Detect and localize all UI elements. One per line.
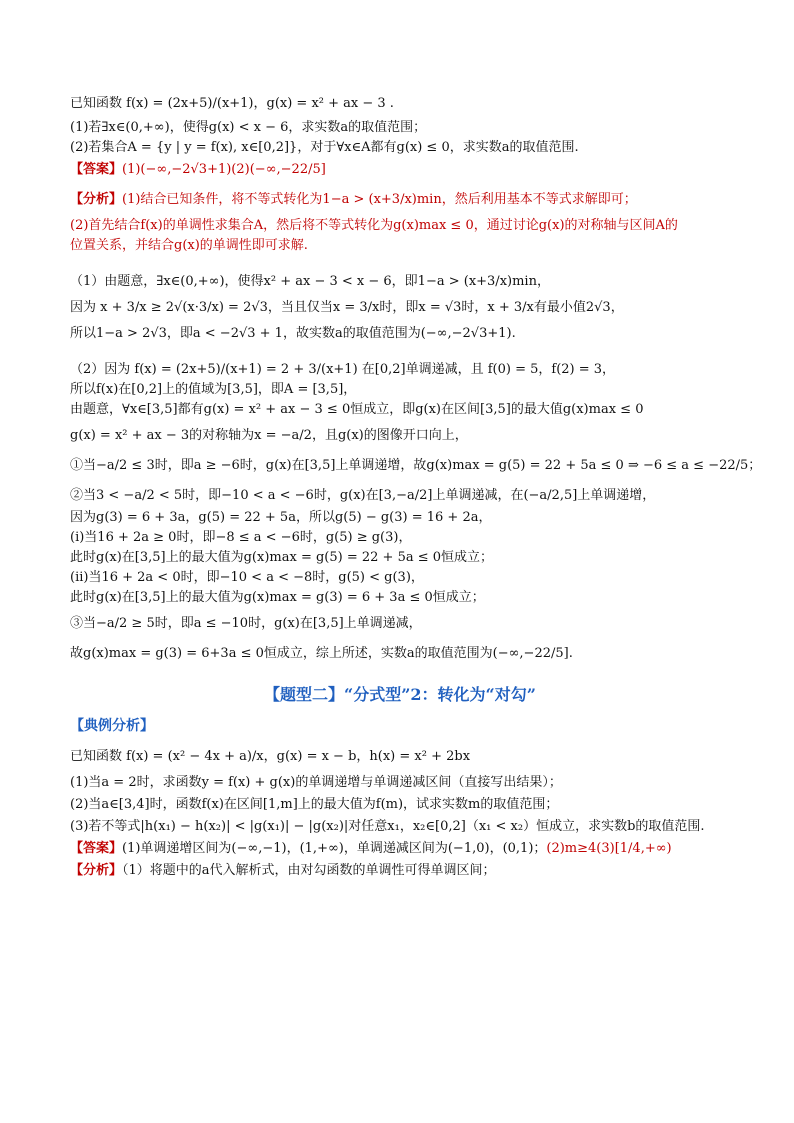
problem2-analysis (70, 863, 730, 879)
solution2-step-a: （2）因为 f(x) = (2x+5)/(x+1) = 2 + 3/(x+1) 在[0,2]单调递减，且 f(0) = 5，f(2) = 3， (70, 362, 616, 377)
solution2-step-c: 由题意，∀x∈[3,5]都有g(x) = x² + ax − 3 ≤ 0恒成立，即g(x)在区间[3,5]的最大值g(x)max ≤ 0 (70, 402, 644, 417)
problem1-answer (70, 162, 730, 178)
analysis2-label: 【分析】 (70, 863, 123, 878)
solution1-step-b: 因为 x + 3/x ≥ 2√(x·3/x) = 2√3，当且仅当x = 3/x时，即x = √3时，x + 3/x有最小值2√3， (70, 300, 624, 315)
analysis2-text: （1）将题中的a代入解析式，由对勾函数的单调性可得单调区间； (122, 863, 496, 878)
problem1-analysis-2: (2)首先结合f(x)的单调性求集合A，然后将不等式转化为g(x)max ≤ 0，通过讨论g(x)的对称轴与区间A的 (70, 218, 678, 233)
problem1-analysis-3: 位置关系，并结合g(x)的单调性即可求解. (70, 238, 308, 253)
case-2-c: 此时g(x)在[3,5]上的最大值为g(x)max = g(5) = 22 + 5a ≤ 0恒成立； (70, 550, 494, 565)
case-1: ①当−a/2 ≤ 3时，即a ≥ −6时，g(x)在[3,5]上单调递增，故g(x)max = g(5) = 22 + 5a ≤ 0 ⇒ −6 ≤ a ≤ −22/5； (70, 458, 762, 473)
problem1-intro: 已知函数 f(x) = (2x+5)/(x+1)，g(x) = x² + ax − 3 . (70, 96, 394, 111)
case-3-a: 故g(x)max = g(3) = 6+3a ≤ 0恒成立，综上所述，实数a的取值范围为(−∞,−22/5]. (70, 646, 573, 661)
answer-label: 【答案】 (70, 162, 123, 177)
problem1-q2: (2)若集合A = {y | y = f(x), x∈[0,2]}，对于∀x∈A都有g(x) ≤ 0，求实数a的取值范围. (70, 140, 579, 155)
section-title: 【题型二】“分式型”2：转化为“对勾” (264, 685, 536, 704)
answer2-label: 【答案】 (70, 841, 123, 856)
solution1-step-c: 所以1−a > 2√3，即a < −2√3 + 1，故实数a的取值范围为(−∞,−2√3+1). (70, 326, 516, 341)
analysis-text-1: (1)结合已知条件，将不等式转化为1−a > (x+3/x)min，然后利用基本不等式求解即可； (122, 192, 637, 207)
answer2-text-b: (2)m≥4 (546, 841, 597, 856)
document-page (70, 96, 762, 879)
answer2-text-a: (1)单调递增区间为(−∞,−1)，(1,+∞)，单调递减区间为(−1,0)，(0,1)； (122, 841, 547, 856)
solution2-step-b: 所以f(x)在[0,2]上的值域为[3,5]，即A = [3,5]， (70, 382, 357, 397)
case-3: ③当−a/2 ≥ 5时，即a ≤ −10时，g(x)在[3,5]上单调递减， (70, 616, 422, 631)
case-2-a: 因为g(3) = 6 + 3a，g(5) = 22 + 5a，所以g(5) − g(3) = 16 + 2a， (70, 510, 492, 525)
problem2-answer (70, 841, 730, 857)
answer-text: (1)(−∞,−2√3+1)(2)(−∞,−22/5] (122, 162, 326, 177)
case-2-d: (ii)当16 + 2a < 0时，即−10 < a < −8时，g(5) < g(3)， (70, 570, 424, 585)
case-2: ②当3 < −a/2 < 5时，即−10 < a < −6时，g(x)在[3,−a/2]上单调递减，在(−a/2,5]上单调递增， (70, 488, 656, 503)
section-subtitle: 【典例分析】 (70, 718, 154, 734)
analysis-label: 【分析】 (70, 192, 123, 207)
problem1-q1: (1)若∃x∈(0,+∞)，使得g(x) < x − 6，求实数a的取值范围； (70, 120, 427, 135)
solution1-step-a: （1）由题意，∃x∈(0,+∞)，使得x² + ax − 3 < x − 6，即1−a > (x+3/x)min， (70, 274, 550, 289)
answer2-text-c: (3)[1/4,+∞) (596, 841, 672, 856)
solution2-step-d: g(x) = x² + ax − 3的对称轴为x = −a/2，且g(x)的图像开口向上， (70, 428, 468, 443)
problem2-q2: (2)当a∈[3,4]时，函数f(x)在区间[1,m]上的最大值为f(m)，试求实数m的取值范围； (70, 797, 559, 812)
problem2-q1: (1)当a = 2时，求函数y = f(x) + g(x)的单调递增与单调递减区间（直接写出结果）； (70, 775, 562, 790)
case-2-e: 此时g(x)在[3,5]上的最大值为g(x)max = g(3) = 6 + 3a ≤ 0恒成立； (70, 590, 485, 605)
problem2-intro: 已知函数 f(x) = (x² − 4x + a)/x，g(x) = x − b，h(x) = x² + 2bx (70, 749, 471, 764)
problem1-analysis-1 (70, 192, 730, 208)
case-2-b: (i)当16 + 2a ≥ 0时，即−8 ≤ a < −6时，g(5) ≥ g(3)， (70, 530, 412, 545)
problem2-q3: (3)若不等式|h(x₁) − h(x₂)| < |g(x₁)| − |g(x₂)|对任意x₁，x₂∈[0,2]（x₁ < x₂）恒成立，求实数b的取值范围. (70, 819, 705, 834)
